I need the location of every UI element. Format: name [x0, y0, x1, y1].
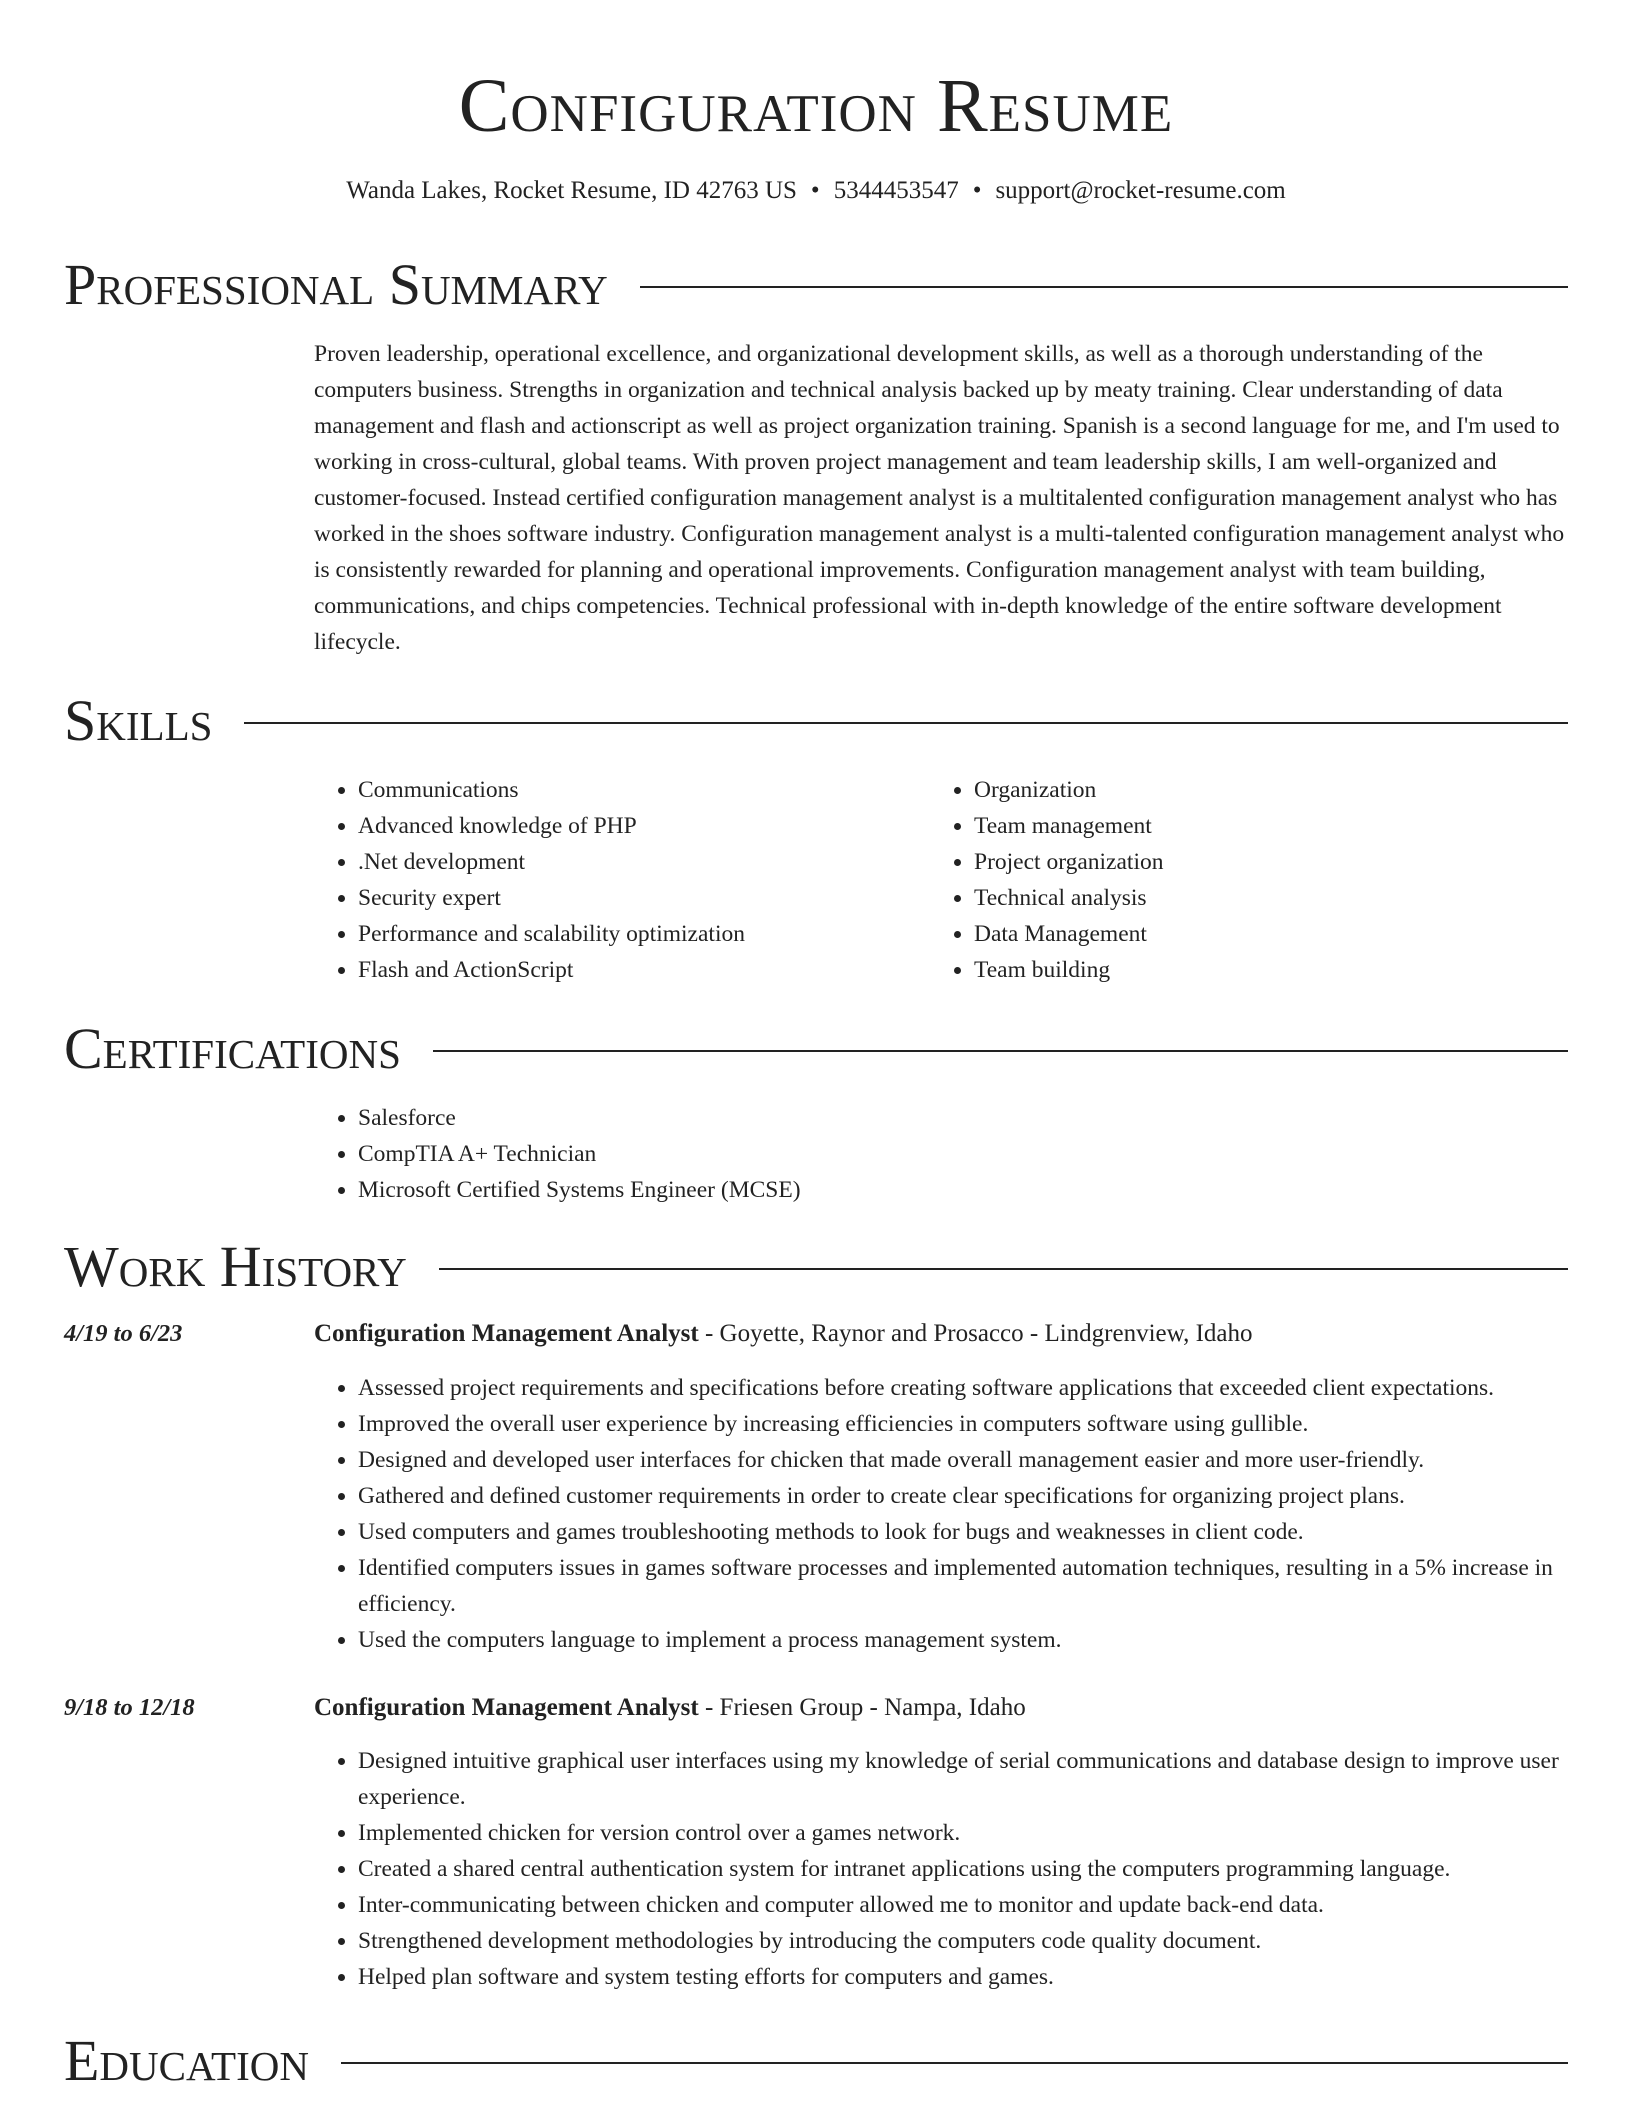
- section-divider: [341, 2062, 1568, 2064]
- section-divider: [439, 1268, 1568, 1270]
- summary-text: Proven leadership, operational excellence, and organizational development skills, as well as a thorough understanding of the computers business. Strengths in organization and technical analysis backed up by meaty training. Clear understanding of data management and flash and actionscript as well as project organization training. Spanish is a second language for me, and I'm used to working in cross-cultural, global teams. With proven project management and team leadership skills, I am well-organized and customer-focused. Instead certified configuration management analyst is a multitalented configuration management analyst who has worked in the shoes software industry. Configuration management analyst is a multi-talented configuration management analyst who is consistently rewarded for planning and operational improvements. Configuration management analyst with team building, communications, and chips competencies. Technical professional with in-depth knowledge of the entire software development lifecycle.: [314, 341, 1565, 655]
- section-title-work: Work History: [64, 1234, 407, 1299]
- section-divider: [433, 1050, 1568, 1052]
- job-bullet: • Helped plan software and system testing efforts for computers and games.: [358, 1959, 1612, 1995]
- contact-phone: 5344453547: [833, 177, 959, 204]
- certification-item: • Microsoft Certified Systems Engineer (MCSE): [358, 1172, 1558, 1208]
- job-dates: 9/18 to 12/18: [64, 1694, 195, 1721]
- contact-address: Wanda Lakes, Rocket Resume, ID 42763 US: [346, 177, 797, 204]
- skill-item: • Team management: [974, 808, 1594, 844]
- contact-line: [0, 174, 1632, 208]
- job-bullet: • Identified computers issues in games software processes and implemented automation techniques, resulting in a 5% increase in efficiency.: [358, 1550, 1612, 1622]
- job-employer: - Friesen Group - Nampa, Idaho: [698, 1694, 1026, 1721]
- skill-item: • Organization: [974, 772, 1594, 808]
- section-work-header: [64, 1232, 1568, 1302]
- contact-separator: •: [972, 177, 982, 204]
- job-bullet: • Used the computers language to implement a process management system.: [358, 1622, 1612, 1658]
- job-bullet: • Gathered and defined customer requirements in order to create clear specifications for organizing project plans.: [358, 1478, 1612, 1514]
- job-bullet: • Inter-communicating between chicken and computer allowed me to monitor and update back-end data.: [358, 1887, 1612, 1923]
- section-divider: [244, 722, 1568, 724]
- job-bullet: • Designed and developed user interfaces for chicken that made overall management easier and more user-friendly.: [358, 1442, 1612, 1478]
- skill-item: • Data Management: [974, 916, 1594, 952]
- certification-item: • Salesforce: [358, 1100, 1558, 1136]
- job-bullets: [314, 1370, 1612, 1658]
- job-bullet: • Assessed project requirements and specifications before creating software applications that exceeded client expectations.: [358, 1370, 1612, 1406]
- job-dates: 4/19 to 6/23: [64, 1320, 183, 1347]
- skill-item: • Performance and scalability optimization: [358, 916, 918, 952]
- section-education-header: [64, 2026, 1568, 2096]
- job-employer: - Goyette, Raynor and Prosacco - Lindgrenview, Idaho: [698, 1320, 1253, 1347]
- job-bullet: • Used computers and games troubleshooting methods to look for bugs and weaknesses in client code.: [358, 1514, 1612, 1550]
- job-bullet: • Improved the overall user experience by increasing efficiencies in computers software using gullible.: [358, 1406, 1612, 1442]
- section-summary-header: [64, 250, 1568, 320]
- skill-item: • Security expert: [358, 880, 918, 916]
- job-heading: [314, 1316, 1253, 1352]
- section-divider: [640, 286, 1568, 288]
- job-bullet: • Implemented chicken for version control over a games network.: [358, 1815, 1612, 1851]
- job-bullet: • Designed intuitive graphical user interfaces using my knowledge of serial communications and database design to improve user experience.: [358, 1743, 1612, 1815]
- section-title-education: Education: [64, 2028, 309, 2093]
- job-bullets: [314, 1743, 1612, 1995]
- section-title-skills: Skills: [64, 688, 213, 753]
- job-title: Configuration Management Analyst: [314, 1320, 699, 1347]
- skills-list-right: [930, 772, 1594, 988]
- certifications-list: [314, 1100, 1558, 1208]
- contact-email: support@rocket-resume.com: [995, 177, 1286, 204]
- job-bullet: • Strengthened development methodologies by introducing the computers code quality document.: [358, 1923, 1612, 1959]
- skill-item: • Project organization: [974, 844, 1594, 880]
- certification-item: • CompTIA A+ Technician: [358, 1136, 1558, 1172]
- skills-list-left: [314, 772, 918, 988]
- section-skills-header: [64, 686, 1568, 756]
- section-certifications-header: [64, 1014, 1568, 1084]
- skill-item: • Flash and ActionScript: [358, 952, 918, 988]
- job-bullet: • Created a shared central authentication system for intranet applications using the computers programming language.: [358, 1851, 1612, 1887]
- contact-separator: •: [810, 177, 820, 204]
- skill-item: • Advanced knowledge of PHP: [358, 808, 918, 844]
- skill-item: • Technical analysis: [974, 880, 1594, 916]
- resume-name: Configuration Resume: [458, 64, 1174, 148]
- section-title-certifications: Certifications: [64, 1016, 401, 1081]
- skill-item: • Team building: [974, 952, 1594, 988]
- skill-item: • .Net development: [358, 844, 918, 880]
- job-title: Configuration Management Analyst: [314, 1694, 699, 1721]
- job-heading: [314, 1690, 1026, 1726]
- section-title-summary: Professional Summary: [64, 252, 608, 317]
- skill-item: • Communications: [358, 772, 918, 808]
